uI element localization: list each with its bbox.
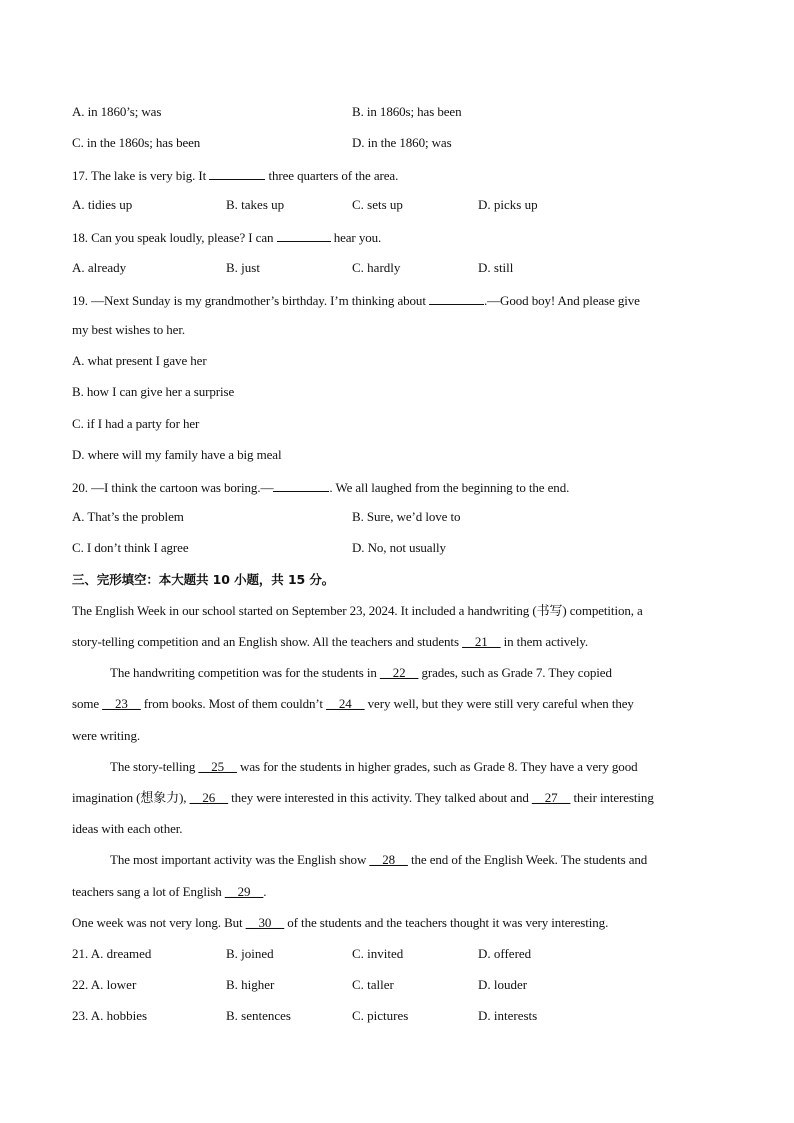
q20-option-d: D. No, not usually xyxy=(352,540,446,555)
q22-option-d: D. louder xyxy=(478,977,528,992)
passage-text: they were interested in this activity. They talked about and xyxy=(228,790,532,805)
q22-option-b: B. higher xyxy=(226,977,275,992)
q20-option-c: C. I don’t think I agree xyxy=(72,540,189,555)
passage-text: their interesting xyxy=(570,790,654,805)
q21-option-d: D. offered xyxy=(478,946,532,961)
q16-option-c: C. in the 1860s; has been xyxy=(72,135,201,150)
q17-option-a: A. tidies up xyxy=(72,197,133,212)
answer-blank xyxy=(273,478,329,492)
answer-blank xyxy=(277,228,331,242)
q18-option-b: B. just xyxy=(226,260,260,275)
q18-option-a: A. already xyxy=(72,260,127,275)
q18-stem-text: 18. Can you speak loudly, please? I can xyxy=(72,230,277,245)
cloze-blank-22: __22__ xyxy=(379,665,419,680)
q19-option-c: C. if I had a party for her xyxy=(72,416,200,431)
passage-text: . xyxy=(263,884,267,899)
q19-stem xyxy=(72,291,640,309)
q20-option-b: B. Sure, we’d love to xyxy=(352,509,461,524)
passage-line xyxy=(72,884,266,900)
passage-text: The most important activity was the English show xyxy=(110,852,370,867)
q17-stem-text: 17. The lake is very big. It xyxy=(72,168,210,183)
q17-options xyxy=(0,197,794,213)
q19-option-b: B. how I can give her a surprise xyxy=(72,384,235,399)
passage-line xyxy=(110,665,612,681)
section-heading: 三、完形填空：本大题共 10 小题，共 15 分。 xyxy=(72,572,335,587)
passage-line: The English Week in our school started on September 23, 2024. It included a handwriting (书写) competition, a xyxy=(72,603,643,618)
cloze-blank-29: __29__ xyxy=(224,884,264,899)
passage-line xyxy=(72,634,588,650)
answer-blank xyxy=(209,166,265,180)
q23-option-c: C. pictures xyxy=(352,1008,409,1023)
q16-option-d: D. in the 1860; was xyxy=(352,135,452,150)
q20-stem-text: . We all laughed from the beginning to the end. xyxy=(329,480,570,495)
passage-line xyxy=(72,696,634,712)
q23-option-d: D. interests xyxy=(478,1008,538,1023)
passage-text: imagination (想象力), xyxy=(72,790,190,805)
passage-text: The story-telling xyxy=(110,759,199,774)
q18-stem xyxy=(72,228,381,246)
q17-stem-text: three quarters of the area. xyxy=(265,168,399,183)
q16-option-b: B. in 1860s; has been xyxy=(352,104,462,119)
passage-text: the end of the English Week. The students and xyxy=(407,852,648,867)
passage-line xyxy=(110,852,647,868)
q16-option-a: A. in 1860’s; was xyxy=(72,104,162,119)
q21-option-c: C. invited xyxy=(352,946,404,961)
passage-text: was for the students in higher grades, such as Grade 8. They have a very good xyxy=(236,759,638,774)
q21-option-a: 21. A. dreamed xyxy=(72,946,152,961)
q20-stem-text: 20. —I think the cartoon was boring.— xyxy=(72,480,274,495)
cloze-blank-27: __27__ xyxy=(531,790,571,805)
q20-stem xyxy=(72,478,569,496)
q19-stem-text: 19. —Next Sunday is my grandmother’s birthday. I’m thinking about xyxy=(72,293,429,308)
q18-option-d: D. still xyxy=(478,260,514,275)
q22-option-a: 22. A. lower xyxy=(72,977,137,992)
q17-stem xyxy=(72,166,398,184)
answer-blank xyxy=(429,291,484,305)
passage-text: of the students and the teachers thought it was very interesting. xyxy=(284,915,609,930)
q17-option-b: B. takes up xyxy=(226,197,285,212)
passage-text: in them actively. xyxy=(500,634,589,649)
q23-option-b: B. sentences xyxy=(226,1008,291,1023)
passage-line xyxy=(72,790,654,806)
cloze-blank-24: __24__ xyxy=(326,696,365,711)
passage-line: ideas with each other. xyxy=(72,821,183,836)
cloze-blank-25: __25__ xyxy=(198,759,237,774)
cloze-blank-23: __23__ xyxy=(102,696,141,711)
q19-option-a: A. what present I gave her xyxy=(72,353,207,368)
cloze-blank-28: __28__ xyxy=(369,852,408,867)
q22-options xyxy=(0,977,794,993)
cloze-blank-21: __21__ xyxy=(462,634,501,649)
q19-option-d: D. where will my family have a big meal xyxy=(72,447,282,462)
passage-text: very well, but they were still very careful when they xyxy=(364,696,634,711)
q19-stem-cont: my best wishes to her. xyxy=(72,322,185,337)
q17-option-c: C. sets up xyxy=(352,197,403,212)
q18-option-c: C. hardly xyxy=(352,260,401,275)
passage-text: from books. Most of them couldn’t xyxy=(140,696,327,711)
passage-text: some xyxy=(72,696,103,711)
q20-option-a: A. That’s the problem xyxy=(72,509,184,524)
passage-line: were writing. xyxy=(72,728,141,743)
q18-options xyxy=(0,260,794,276)
cloze-blank-30: __30__ xyxy=(245,915,285,930)
q21-options xyxy=(0,946,794,962)
passage-text: story-telling competition and an English show. All the teachers and students xyxy=(72,634,463,649)
passage-line xyxy=(72,915,608,931)
q23-options xyxy=(0,1008,794,1024)
q23-option-a: 23. A. hobbies xyxy=(72,1008,148,1023)
q19-stem-text: .—Good boy! And please give xyxy=(484,293,640,308)
passage-text: teachers sang a lot of English xyxy=(72,884,225,899)
cloze-blank-26: __26__ xyxy=(189,790,229,805)
passage-text: The handwriting competition was for the students in xyxy=(110,665,380,680)
passage-line xyxy=(110,759,638,775)
q17-option-d: D. picks up xyxy=(478,197,538,212)
q18-stem-text: hear you. xyxy=(330,230,382,245)
q21-option-b: B. joined xyxy=(226,946,274,961)
passage-text: One week was not very long. But xyxy=(72,915,246,930)
q22-option-c: C. taller xyxy=(352,977,394,992)
passage-text: grades, such as Grade 7. They copied xyxy=(418,665,612,680)
